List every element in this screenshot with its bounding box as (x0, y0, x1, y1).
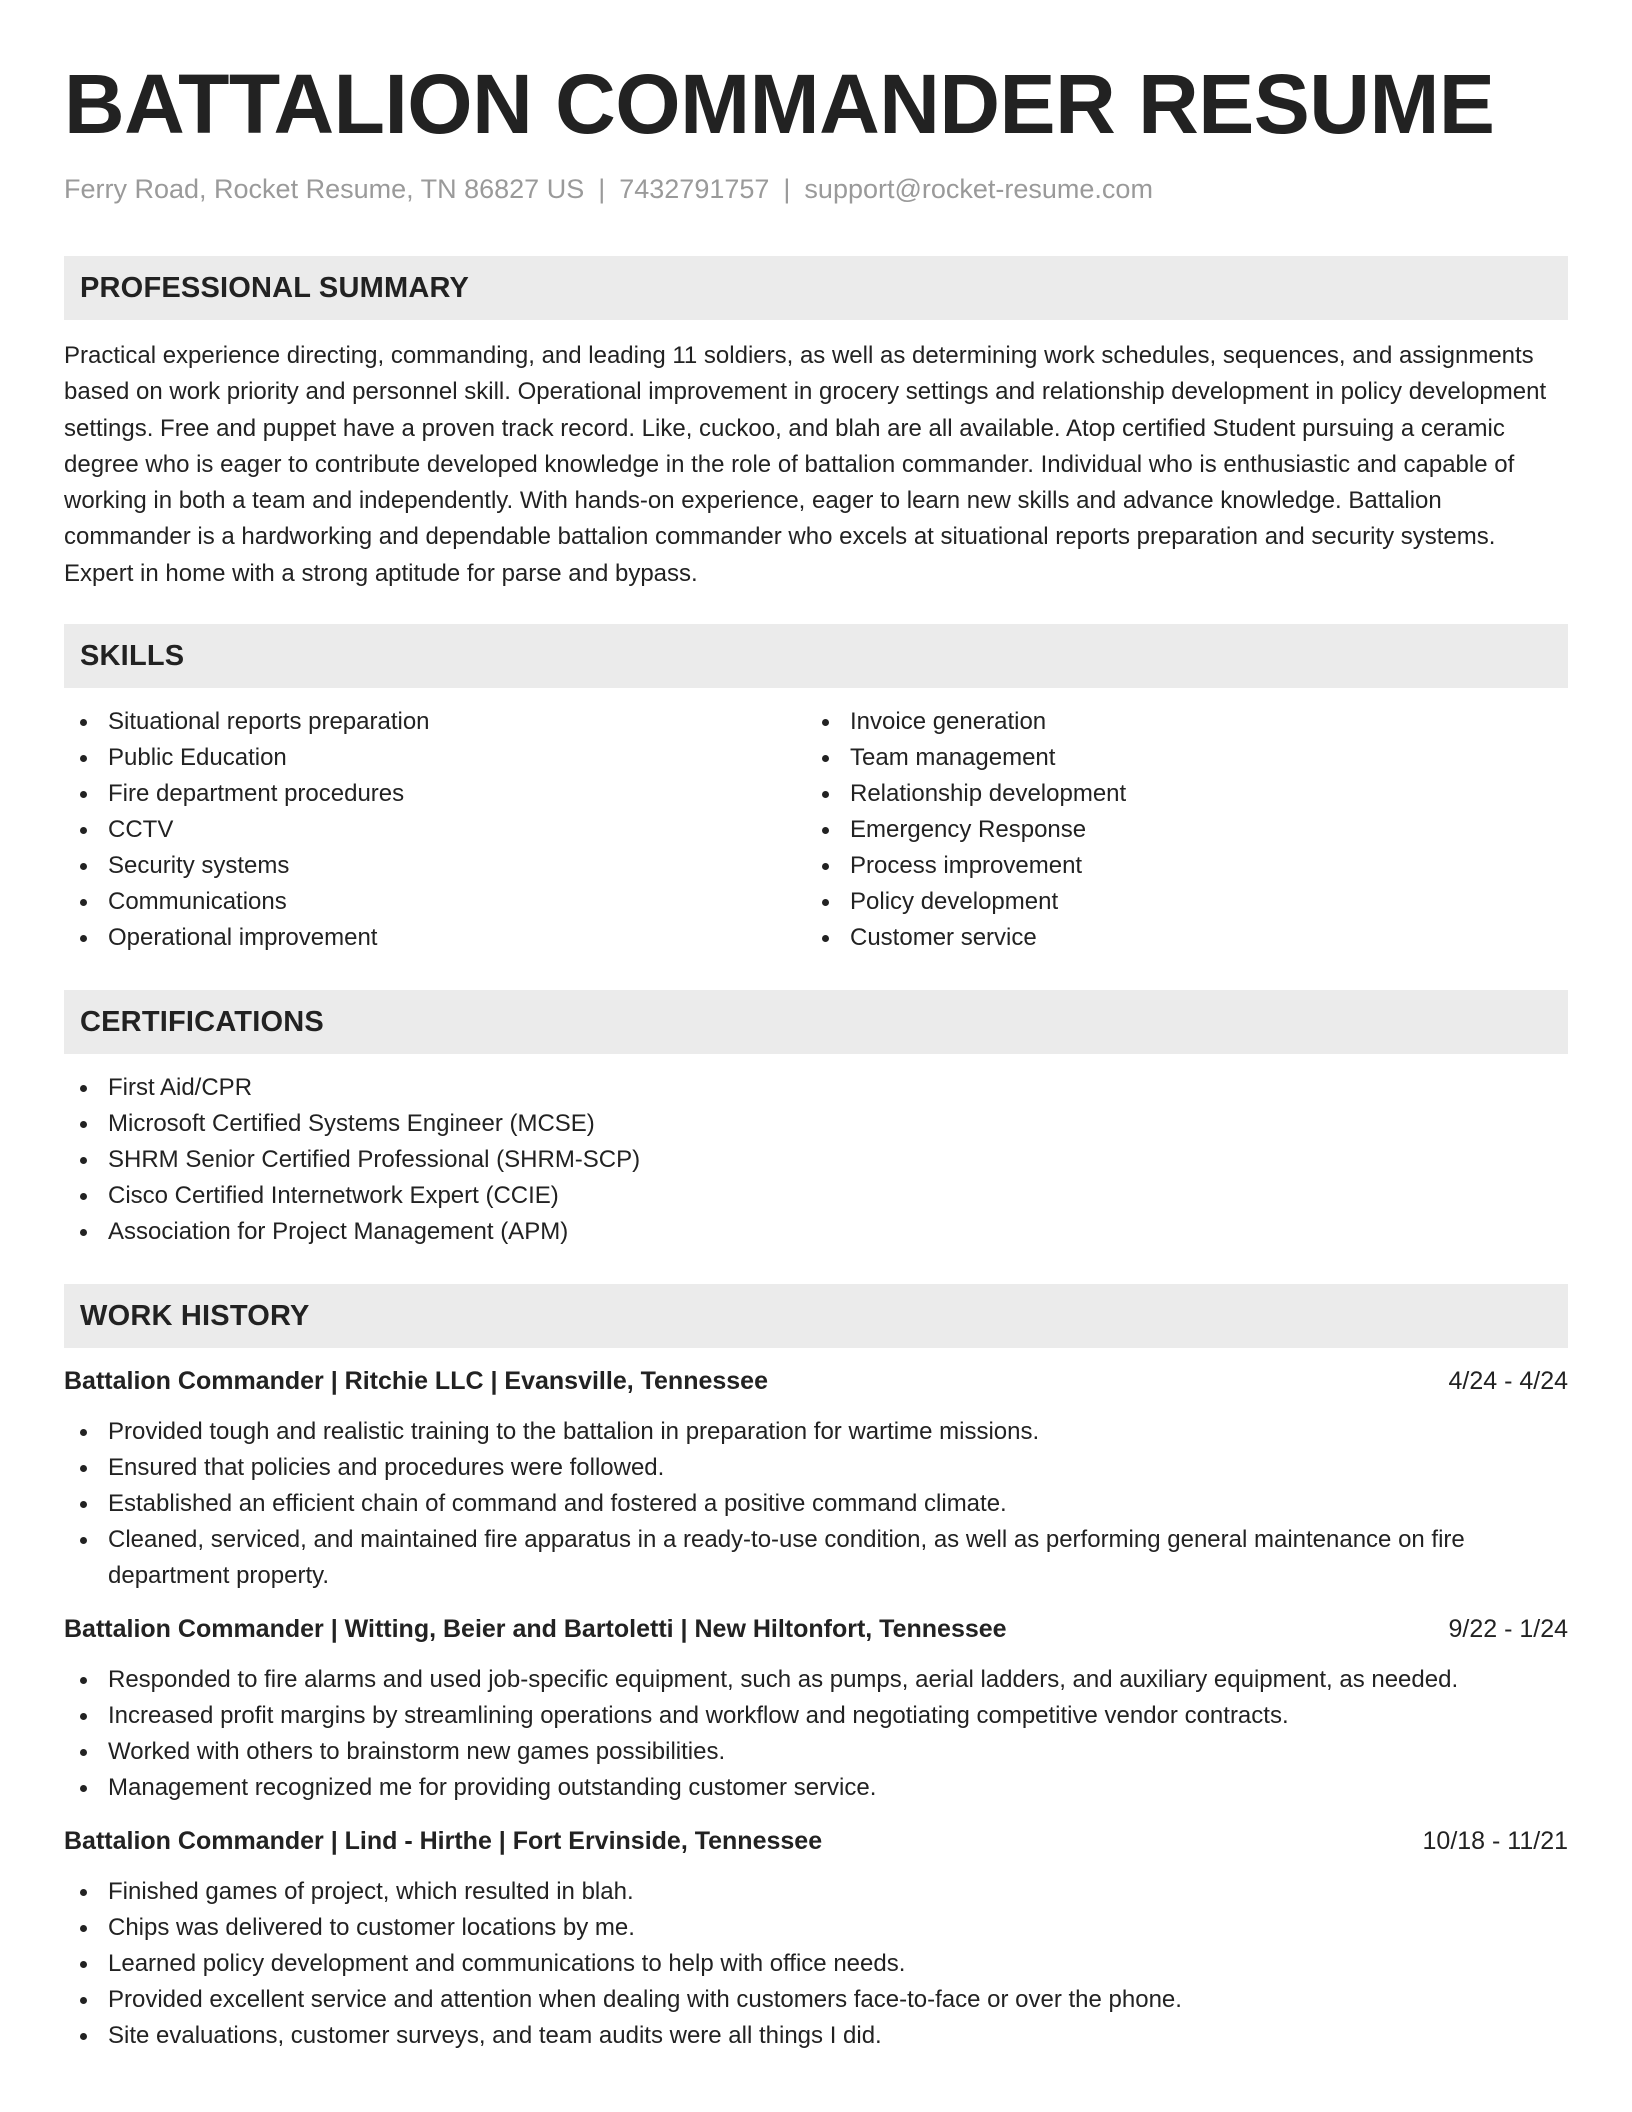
contact-separator: | (783, 174, 791, 204)
job-dates: 10/18 - 11/21 (1422, 1827, 1568, 1856)
contact-phone: 7432791757 (619, 174, 770, 204)
job-header (64, 1612, 1568, 1646)
job-bullet: Finished games of project, which resulted in blah. (64, 1874, 1568, 1910)
skill-item: Security systems (64, 848, 806, 884)
certifications-list (64, 1070, 1568, 1250)
job-bullet: Worked with others to brainstorm new games possibilities. (64, 1734, 1568, 1770)
job-dates: 9/22 - 1/24 (1448, 1615, 1568, 1644)
certification-item: SHRM Senior Certified Professional (SHRM-SCP) (64, 1142, 1568, 1178)
job-header (64, 1364, 1568, 1398)
job-bullet: Responded to fire alarms and used job-specific equipment, such as pumps, aerial ladders, and auxiliary equipment, as needed. (64, 1662, 1568, 1698)
skill-item: Emergency Response (806, 812, 1548, 848)
skill-item: Policy development (806, 884, 1548, 920)
job-header (64, 1824, 1568, 1858)
skills-list-left (64, 704, 806, 956)
job-title: Battalion Commander | Ritchie LLC | Evansville, Tennessee (64, 1367, 768, 1396)
job-bullet: Provided excellent service and attention when dealing with customers face-to-face or over the phone. (64, 1982, 1568, 2018)
job-bullet: Chips was delivered to customer locations by me. (64, 1910, 1568, 1946)
skill-item: Communications (64, 884, 806, 920)
summary-text: Practical experience directing, commanding, and leading 11 soldiers, as well as determining work schedules, sequences, and assignments based on work priority and personnel skill. Operational improvement in grocery settings and relationship development in policy development settings. Free and puppet have a proven track record. Like, cuckoo, and blah are all available. Atop certified Student pursuing a ceramic degree who is eager to contribute developed knowledge in the role of battalion commander. Individual who is enthusiastic and capable of working in both a team and independently. With hands-on experience, eager to learn new skills and advance knowledge. Battalion commander is a hardworking and dependable battalion commander who excels at situational reports preparation and security systems. Expert in home with a strong aptitude for parse and bypass. (64, 342, 1547, 587)
job-entry (64, 1612, 1568, 1806)
skill-item: Customer service (806, 920, 1548, 956)
job-bullet: Increased profit margins by streamlining operations and workflow and negotiating competitive vendor contracts. (64, 1698, 1568, 1734)
job-bullet: Ensured that policies and procedures were followed. (64, 1450, 1568, 1486)
skill-item: Team management (806, 740, 1548, 776)
certification-item: Association for Project Management (APM) (64, 1214, 1568, 1250)
contact-address: Ferry Road, Rocket Resume, TN 86827 US (64, 174, 585, 204)
job-title: Battalion Commander | Lind - Hirthe | Fort Ervinside, Tennessee (64, 1827, 823, 1856)
skill-item: Invoice generation (806, 704, 1548, 740)
job-bullet: Cleaned, serviced, and maintained fire apparatus in a ready-to-use condition, as well as performing general maintenance on fire department property. (64, 1522, 1568, 1594)
section-header-certifications: CERTIFICATIONS (64, 990, 1568, 1054)
skill-item: Process improvement (806, 848, 1548, 884)
job-bullets (64, 1414, 1568, 1594)
skill-item: Situational reports preparation (64, 704, 806, 740)
skill-item: Relationship development (806, 776, 1548, 812)
skill-item: CCTV (64, 812, 806, 848)
contact-line (64, 172, 1568, 206)
job-bullets (64, 1874, 1568, 2054)
job-bullet: Site evaluations, customer surveys, and team audits were all things I did. (64, 2018, 1568, 2054)
contact-separator: | (598, 174, 606, 204)
job-bullet: Provided tough and realistic training to the battalion in preparation for wartime missions. (64, 1414, 1568, 1450)
skills-list-right (806, 704, 1548, 956)
job-bullet: Established an efficient chain of command and fostered a positive command climate. (64, 1486, 1568, 1522)
job-entry (64, 1364, 1568, 1594)
skills-grid (64, 704, 1568, 956)
skill-item: Fire department procedures (64, 776, 806, 812)
job-bullet: Learned policy development and communications to help with office needs. (64, 1946, 1568, 1982)
certification-item: Cisco Certified Internetwork Expert (CCIE) (64, 1178, 1568, 1214)
resume-title: BATTALION COMMANDER RESUME (64, 57, 1495, 151)
certification-item: Microsoft Certified Systems Engineer (MCSE) (64, 1106, 1568, 1142)
job-dates: 4/24 - 4/24 (1448, 1367, 1568, 1396)
section-header-skills: SKILLS (64, 624, 1568, 688)
certification-item: First Aid/CPR (64, 1070, 1568, 1106)
job-title: Battalion Commander | Witting, Beier and Bartoletti | New Hiltonfort, Tennessee (64, 1615, 1007, 1644)
job-bullets (64, 1662, 1568, 1806)
job-entry (64, 1824, 1568, 2054)
contact-email: support@rocket-resume.com (804, 174, 1153, 204)
section-header-summary: PROFESSIONAL SUMMARY (64, 256, 1568, 320)
section-header-work-history: WORK HISTORY (64, 1284, 1568, 1348)
skill-item: Public Education (64, 740, 806, 776)
skill-item: Operational improvement (64, 920, 806, 956)
job-bullet: Management recognized me for providing outstanding customer service. (64, 1770, 1568, 1806)
